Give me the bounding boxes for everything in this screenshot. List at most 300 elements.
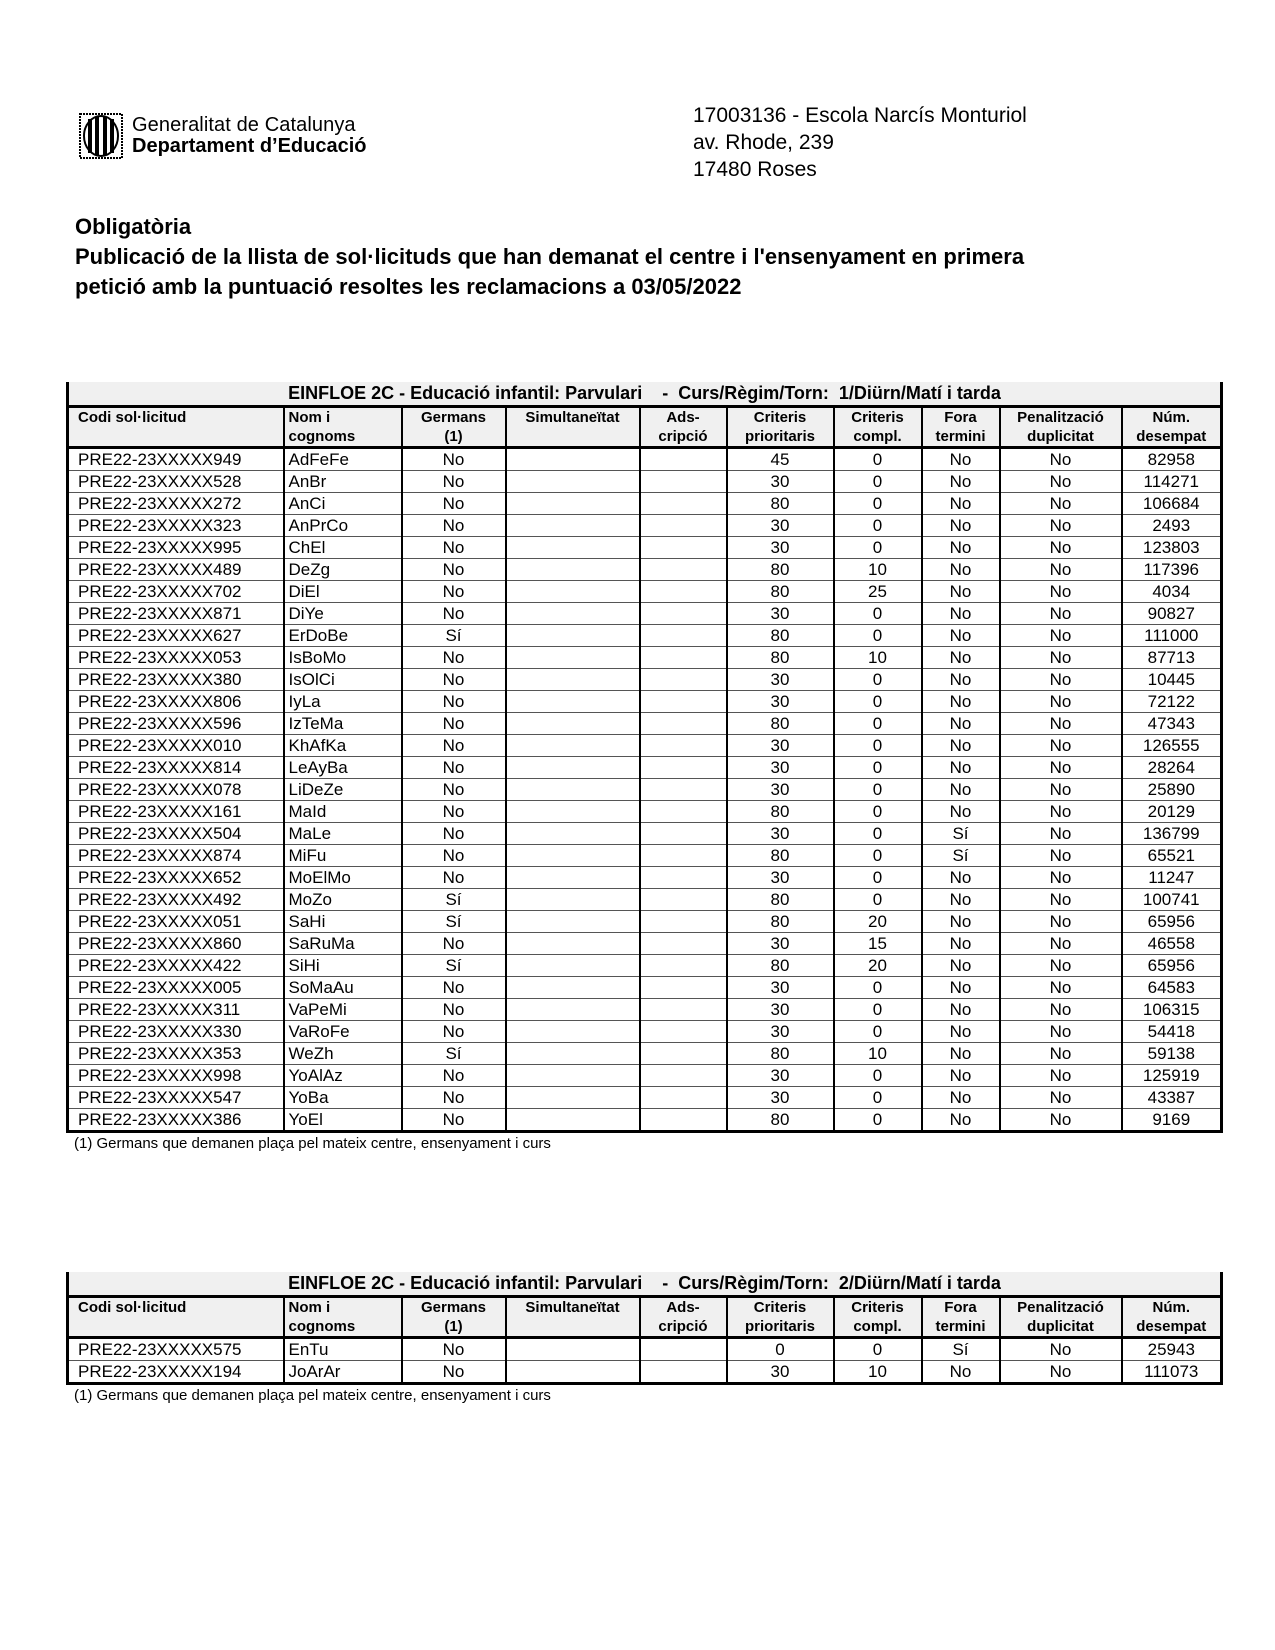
cell-codi-solicitud: PRE22-23XXXXX386 — [68, 1109, 284, 1132]
column-header-line1: Núm. — [1152, 409, 1191, 426]
cell-fora-termini: Sí — [922, 823, 1000, 845]
cell-nom-cognoms: MiFu — [284, 845, 402, 867]
column-header-penalitzacio-duplicitat — [1000, 1297, 1122, 1338]
table-row — [68, 493, 1222, 515]
cell-codi-solicitud: PRE22-23XXXXX492 — [68, 889, 284, 911]
table-row — [68, 581, 1222, 603]
cell-criteris-prioritaris: 80 — [727, 801, 834, 823]
cell-simultaneitat — [506, 889, 640, 911]
cell-nom-cognoms: IyLa — [284, 691, 402, 713]
cell-nom-cognoms: WeZh — [284, 1043, 402, 1065]
table-row — [68, 867, 1222, 889]
cell-penalitzacio-duplicitat: No — [1000, 493, 1122, 515]
cell-germans: No — [402, 448, 506, 471]
cell-num-desempat: 106684 — [1122, 493, 1222, 515]
cell-simultaneitat — [506, 801, 640, 823]
cell-germans: No — [402, 735, 506, 757]
cell-fora-termini: No — [922, 955, 1000, 977]
cell-penalitzacio-duplicitat: No — [1000, 955, 1122, 977]
cell-germans: No — [402, 1109, 506, 1132]
cell-criteris-prioritaris: 30 — [727, 933, 834, 955]
column-header-line1: Simultaneïtat — [525, 409, 620, 426]
cell-germans: No — [402, 823, 506, 845]
cell-simultaneitat — [506, 867, 640, 889]
cell-simultaneitat — [506, 669, 640, 691]
cell-adscripcio — [640, 537, 727, 559]
cell-penalitzacio-duplicitat: No — [1000, 669, 1122, 691]
column-header-line1: Criteris — [753, 409, 807, 426]
column-header-line2: (1) — [444, 1318, 463, 1335]
cell-fora-termini: No — [922, 911, 1000, 933]
cell-fora-termini: No — [922, 933, 1000, 955]
cell-criteris-compl: 0 — [834, 999, 922, 1021]
cell-penalitzacio-duplicitat: No — [1000, 581, 1122, 603]
column-header-line2: termini — [935, 1318, 986, 1335]
table-row — [68, 779, 1222, 801]
cell-num-desempat: 136799 — [1122, 823, 1222, 845]
table-row — [68, 801, 1222, 823]
cell-adscripcio — [640, 625, 727, 647]
column-header-line2: cognoms — [288, 1318, 356, 1335]
cell-germans: Sí — [402, 625, 506, 647]
column-header-line2: termini — [935, 428, 986, 445]
cell-penalitzacio-duplicitat: No — [1000, 1043, 1122, 1065]
cell-codi-solicitud: PRE22-23XXXXX161 — [68, 801, 284, 823]
cell-nom-cognoms: SoMaAu — [284, 977, 402, 999]
cell-criteris-compl: 0 — [834, 845, 922, 867]
column-header-line1: Criteris — [851, 1299, 904, 1316]
cell-penalitzacio-duplicitat: No — [1000, 845, 1122, 867]
cell-adscripcio — [640, 1338, 727, 1361]
cell-fora-termini: No — [922, 515, 1000, 537]
cell-num-desempat: 100741 — [1122, 889, 1222, 911]
cell-num-desempat: 125919 — [1122, 1065, 1222, 1087]
cell-criteris-prioritaris: 80 — [727, 1043, 834, 1065]
cell-germans: No — [402, 1361, 506, 1384]
cell-num-desempat: 123803 — [1122, 537, 1222, 559]
table-row — [68, 1087, 1222, 1109]
cell-simultaneitat — [506, 713, 640, 735]
column-header-fora-termini — [922, 1297, 1000, 1338]
table-row — [68, 471, 1222, 493]
cell-germans: No — [402, 493, 506, 515]
cell-codi-solicitud: PRE22-23XXXXX860 — [68, 933, 284, 955]
table-row — [68, 537, 1222, 559]
cell-penalitzacio-duplicitat: No — [1000, 625, 1122, 647]
table-row — [68, 691, 1222, 713]
cell-simultaneitat — [506, 1021, 640, 1043]
cell-adscripcio — [640, 779, 727, 801]
cell-num-desempat: 2493 — [1122, 515, 1222, 537]
table-row — [68, 823, 1222, 845]
cell-nom-cognoms: MaId — [284, 801, 402, 823]
cell-fora-termini: No — [922, 999, 1000, 1021]
cell-germans: No — [402, 471, 506, 493]
cell-num-desempat: 65956 — [1122, 955, 1222, 977]
cell-num-desempat: 82958 — [1122, 448, 1222, 471]
cell-adscripcio — [640, 1087, 727, 1109]
cell-simultaneitat — [506, 999, 640, 1021]
cell-codi-solicitud: PRE22-23XXXXX871 — [68, 603, 284, 625]
cell-penalitzacio-duplicitat: No — [1000, 867, 1122, 889]
cell-fora-termini: No — [922, 669, 1000, 691]
cell-adscripcio — [640, 713, 727, 735]
cell-codi-solicitud: PRE22-23XXXXX194 — [68, 1361, 284, 1384]
cell-criteris-compl: 0 — [834, 669, 922, 691]
cell-criteris-compl: 0 — [834, 1065, 922, 1087]
cell-num-desempat: 114271 — [1122, 471, 1222, 493]
cell-penalitzacio-duplicitat: No — [1000, 713, 1122, 735]
table-row — [68, 735, 1222, 757]
column-header-line2: (1) — [444, 428, 463, 445]
cell-criteris-compl: 10 — [834, 1043, 922, 1065]
cell-simultaneitat — [506, 757, 640, 779]
cell-nom-cognoms: IzTeMa — [284, 713, 402, 735]
cell-nom-cognoms: YoEl — [284, 1109, 402, 1132]
footnote-siblings: (1) Germans que demanen plaça pel mateix centre, ensenyament i curs — [74, 1387, 551, 1404]
cell-nom-cognoms: JoArAr — [284, 1361, 402, 1384]
school-street: av. Rhode, 239 — [693, 131, 834, 154]
group-title: EINFLOE 2C - Educació infantil: Parvulari - Curs/Règim/Torn: 2/Diürn/Matí i tarda — [68, 1272, 1222, 1297]
cell-fora-termini: No — [922, 559, 1000, 581]
column-header-line1: Ads- — [666, 1299, 700, 1316]
column-header-adscripcio — [640, 1297, 727, 1338]
table-row — [68, 1065, 1222, 1087]
cell-adscripcio — [640, 603, 727, 625]
cell-criteris-compl: 0 — [834, 1021, 922, 1043]
column-header-line1: Penalització — [1017, 409, 1104, 426]
cell-penalitzacio-duplicitat: No — [1000, 1361, 1122, 1384]
cell-penalitzacio-duplicitat: No — [1000, 691, 1122, 713]
cell-adscripcio — [640, 1361, 727, 1384]
cell-germans: Sí — [402, 955, 506, 977]
column-header-nom-cognoms — [284, 407, 402, 448]
cell-criteris-compl: 10 — [834, 1361, 922, 1384]
cell-codi-solicitud: PRE22-23XXXXX330 — [68, 1021, 284, 1043]
cell-simultaneitat — [506, 823, 640, 845]
cell-germans: No — [402, 999, 506, 1021]
cell-nom-cognoms: MaLe — [284, 823, 402, 845]
table-row — [68, 757, 1222, 779]
column-header-line1: Simultaneïtat — [525, 1299, 620, 1316]
column-header-nom-cognoms — [284, 1297, 402, 1338]
footnote-siblings: (1) Germans que demanen plaça pel mateix centre, ensenyament i curs — [74, 1135, 551, 1152]
cell-criteris-compl: 0 — [834, 779, 922, 801]
cell-num-desempat: 54418 — [1122, 1021, 1222, 1043]
column-header-line2: compl. — [853, 428, 902, 445]
cell-penalitzacio-duplicitat: No — [1000, 757, 1122, 779]
cell-penalitzacio-duplicitat: No — [1000, 1021, 1122, 1043]
cell-penalitzacio-duplicitat: No — [1000, 999, 1122, 1021]
cell-simultaneitat — [506, 647, 640, 669]
cell-nom-cognoms: YoBa — [284, 1087, 402, 1109]
cell-num-desempat: 11247 — [1122, 867, 1222, 889]
title-line-1: Publicació de la llista de sol·licituds que han demanat el centre i l'ensenyament en primera — [75, 244, 1025, 269]
table-row — [68, 933, 1222, 955]
cell-adscripcio — [640, 933, 727, 955]
cell-simultaneitat — [506, 603, 640, 625]
cell-criteris-compl: 0 — [834, 625, 922, 647]
cell-codi-solicitud: PRE22-23XXXXX010 — [68, 735, 284, 757]
cell-germans: Sí — [402, 889, 506, 911]
cell-simultaneitat — [506, 977, 640, 999]
cell-criteris-compl: 0 — [834, 691, 922, 713]
cell-adscripcio — [640, 999, 727, 1021]
cell-adscripcio — [640, 977, 727, 999]
cell-adscripcio — [640, 955, 727, 977]
column-header-line1: Codi sol·licitud — [78, 409, 187, 426]
cell-nom-cognoms: AnPrCo — [284, 515, 402, 537]
cell-fora-termini: No — [922, 448, 1000, 471]
cell-fora-termini: No — [922, 691, 1000, 713]
cell-criteris-compl: 0 — [834, 603, 922, 625]
cell-penalitzacio-duplicitat: No — [1000, 1087, 1122, 1109]
cell-adscripcio — [640, 647, 727, 669]
table-row — [68, 1021, 1222, 1043]
catalan-shield-icon — [79, 113, 123, 159]
cell-nom-cognoms: IsBoMo — [284, 647, 402, 669]
cell-penalitzacio-duplicitat: No — [1000, 603, 1122, 625]
column-header-line1: Criteris — [753, 1299, 807, 1316]
cell-penalitzacio-duplicitat: No — [1000, 735, 1122, 757]
cell-criteris-compl: 0 — [834, 889, 922, 911]
applications-table-course-2 — [66, 1272, 1223, 1385]
cell-criteris-prioritaris: 30 — [727, 1361, 834, 1384]
column-header-line2: cripció — [658, 1318, 708, 1335]
column-header-line2: duplicitat — [1027, 1318, 1094, 1335]
cell-simultaneitat — [506, 955, 640, 977]
cell-fora-termini: Sí — [922, 845, 1000, 867]
cell-fora-termini: No — [922, 801, 1000, 823]
column-header-codi-solicitud — [68, 1297, 284, 1338]
cell-germans: No — [402, 1338, 506, 1361]
column-header-line2: compl. — [853, 1318, 902, 1335]
cell-criteris-compl: 0 — [834, 448, 922, 471]
cell-num-desempat: 90827 — [1122, 603, 1222, 625]
cell-criteris-prioritaris: 30 — [727, 779, 834, 801]
cell-germans: No — [402, 1065, 506, 1087]
column-header-line2: desempat — [1136, 1318, 1207, 1335]
cell-adscripcio — [640, 757, 727, 779]
cell-criteris-prioritaris: 30 — [727, 691, 834, 713]
column-header-germans — [402, 1297, 506, 1338]
cell-fora-termini: Sí — [922, 1338, 1000, 1361]
cell-fora-termini: No — [922, 471, 1000, 493]
cell-fora-termini: No — [922, 713, 1000, 735]
cell-adscripcio — [640, 669, 727, 691]
cell-criteris-compl: 0 — [834, 471, 922, 493]
cell-criteris-compl: 0 — [834, 493, 922, 515]
cell-adscripcio — [640, 735, 727, 757]
table-row — [68, 603, 1222, 625]
cell-nom-cognoms: YoAlAz — [284, 1065, 402, 1087]
cell-penalitzacio-duplicitat: No — [1000, 889, 1122, 911]
cell-adscripcio — [640, 1021, 727, 1043]
cell-codi-solicitud: PRE22-23XXXXX078 — [68, 779, 284, 801]
cell-num-desempat: 126555 — [1122, 735, 1222, 757]
cell-num-desempat: 47343 — [1122, 713, 1222, 735]
cell-criteris-prioritaris: 30 — [727, 1087, 834, 1109]
cell-criteris-compl: 0 — [834, 515, 922, 537]
cell-germans: No — [402, 669, 506, 691]
cell-criteris-compl: 20 — [834, 955, 922, 977]
cell-codi-solicitud: PRE22-23XXXXX998 — [68, 1065, 284, 1087]
column-header-line2: cognoms — [288, 428, 356, 445]
cell-criteris-prioritaris: 30 — [727, 1021, 834, 1043]
cell-criteris-compl: 0 — [834, 537, 922, 559]
cell-nom-cognoms: MoZo — [284, 889, 402, 911]
cell-simultaneitat — [506, 845, 640, 867]
cell-codi-solicitud: PRE22-23XXXXX575 — [68, 1338, 284, 1361]
cell-adscripcio — [640, 1065, 727, 1087]
cell-germans: No — [402, 867, 506, 889]
cell-num-desempat: 111000 — [1122, 625, 1222, 647]
cell-criteris-prioritaris: 30 — [727, 999, 834, 1021]
cell-fora-termini: No — [922, 757, 1000, 779]
cell-fora-termini: No — [922, 889, 1000, 911]
cell-adscripcio — [640, 691, 727, 713]
cell-nom-cognoms: AnBr — [284, 471, 402, 493]
cell-nom-cognoms: ChEl — [284, 537, 402, 559]
cell-fora-termini: No — [922, 1109, 1000, 1132]
cell-fora-termini: No — [922, 1043, 1000, 1065]
cell-germans: No — [402, 559, 506, 581]
cell-fora-termini: No — [922, 735, 1000, 757]
column-header-criteris-prioritaris — [727, 1297, 834, 1338]
cell-adscripcio — [640, 823, 727, 845]
cell-num-desempat: 25890 — [1122, 779, 1222, 801]
column-header-num-desempat — [1122, 1297, 1222, 1338]
cell-nom-cognoms: LeAyBa — [284, 757, 402, 779]
cell-criteris-prioritaris: 80 — [727, 581, 834, 603]
cell-num-desempat: 59138 — [1122, 1043, 1222, 1065]
cell-criteris-compl: 0 — [834, 977, 922, 999]
cell-criteris-prioritaris: 80 — [727, 955, 834, 977]
cell-codi-solicitud: PRE22-23XXXXX528 — [68, 471, 284, 493]
cell-nom-cognoms: MoElMo — [284, 867, 402, 889]
cell-num-desempat: 25943 — [1122, 1338, 1222, 1361]
cell-simultaneitat — [506, 933, 640, 955]
group-title: EINFLOE 2C - Educació infantil: Parvulari - Curs/Règim/Torn: 1/Diürn/Matí i tarda — [68, 382, 1222, 407]
cell-penalitzacio-duplicitat: No — [1000, 779, 1122, 801]
cell-codi-solicitud: PRE22-23XXXXX874 — [68, 845, 284, 867]
applications-table-course-1 — [66, 382, 1223, 1133]
cell-adscripcio — [640, 471, 727, 493]
cell-germans: No — [402, 845, 506, 867]
cell-nom-cognoms: AdFeFe — [284, 448, 402, 471]
cell-adscripcio — [640, 515, 727, 537]
cell-simultaneitat — [506, 735, 640, 757]
cell-penalitzacio-duplicitat: No — [1000, 559, 1122, 581]
cell-criteris-prioritaris: 80 — [727, 911, 834, 933]
column-header-fora-termini — [922, 407, 1000, 448]
cell-simultaneitat — [506, 779, 640, 801]
cell-fora-termini: No — [922, 1361, 1000, 1384]
cell-adscripcio — [640, 867, 727, 889]
cell-adscripcio — [640, 845, 727, 867]
department-logo — [79, 113, 367, 159]
table-row — [68, 845, 1222, 867]
cell-criteris-compl: 0 — [834, 735, 922, 757]
cell-criteris-prioritaris: 80 — [727, 845, 834, 867]
cell-fora-termini: No — [922, 537, 1000, 559]
cell-criteris-prioritaris: 80 — [727, 713, 834, 735]
cell-germans: No — [402, 1021, 506, 1043]
cell-criteris-prioritaris: 80 — [727, 493, 834, 515]
column-header-simultaneitat — [506, 1297, 640, 1338]
cell-codi-solicitud: PRE22-23XXXXX053 — [68, 647, 284, 669]
cell-nom-cognoms: AnCi — [284, 493, 402, 515]
cell-nom-cognoms: EnTu — [284, 1338, 402, 1361]
cell-simultaneitat — [506, 515, 640, 537]
cell-nom-cognoms: SaHi — [284, 911, 402, 933]
cell-fora-termini: No — [922, 647, 1000, 669]
column-header-line1: Fora — [944, 409, 977, 426]
table-row — [68, 647, 1222, 669]
column-header-line2: desempat — [1136, 428, 1207, 445]
cell-num-desempat: 46558 — [1122, 933, 1222, 955]
cell-codi-solicitud: PRE22-23XXXXX005 — [68, 977, 284, 999]
cell-fora-termini: No — [922, 581, 1000, 603]
cell-codi-solicitud: PRE22-23XXXXX547 — [68, 1087, 284, 1109]
cell-criteris-compl: 15 — [834, 933, 922, 955]
cell-codi-solicitud: PRE22-23XXXXX949 — [68, 448, 284, 471]
cell-criteris-prioritaris: 30 — [727, 823, 834, 845]
cell-nom-cognoms: DiYe — [284, 603, 402, 625]
cell-germans: No — [402, 647, 506, 669]
cell-criteris-prioritaris: 45 — [727, 448, 834, 471]
table-row — [68, 999, 1222, 1021]
cell-codi-solicitud: PRE22-23XXXXX380 — [68, 669, 284, 691]
table-row — [68, 1109, 1222, 1132]
cell-criteris-compl: 0 — [834, 1109, 922, 1132]
cell-nom-cognoms: VaPeMi — [284, 999, 402, 1021]
cell-simultaneitat — [506, 625, 640, 647]
cell-germans: No — [402, 713, 506, 735]
cell-simultaneitat — [506, 911, 640, 933]
cell-simultaneitat — [506, 1361, 640, 1384]
cell-germans: No — [402, 581, 506, 603]
cell-simultaneitat — [506, 559, 640, 581]
cell-simultaneitat — [506, 493, 640, 515]
cell-num-desempat: 72122 — [1122, 691, 1222, 713]
cell-criteris-prioritaris: 30 — [727, 603, 834, 625]
school-city: 17480 Roses — [693, 158, 817, 181]
cell-adscripcio — [640, 448, 727, 471]
cell-codi-solicitud: PRE22-23XXXXX051 — [68, 911, 284, 933]
cell-germans: No — [402, 1087, 506, 1109]
logo-generalitat-text: Generalitat de Catalunya — [132, 114, 356, 136]
cell-germans: Sí — [402, 911, 506, 933]
table-row — [68, 669, 1222, 691]
cell-germans: No — [402, 779, 506, 801]
cell-codi-solicitud: PRE22-23XXXXX652 — [68, 867, 284, 889]
column-header-line2: prioritaris — [744, 428, 816, 445]
cell-fora-termini: No — [922, 867, 1000, 889]
cell-simultaneitat — [506, 1043, 640, 1065]
table-row — [68, 889, 1222, 911]
cell-fora-termini: No — [922, 625, 1000, 647]
cell-criteris-compl: 0 — [834, 867, 922, 889]
cell-criteris-compl: 0 — [834, 1087, 922, 1109]
cell-codi-solicitud: PRE22-23XXXXX627 — [68, 625, 284, 647]
cell-criteris-prioritaris: 80 — [727, 1109, 834, 1132]
cell-criteris-compl: 20 — [834, 911, 922, 933]
cell-adscripcio — [640, 801, 727, 823]
table-row — [68, 955, 1222, 977]
cell-codi-solicitud: PRE22-23XXXXX311 — [68, 999, 284, 1021]
cell-num-desempat: 20129 — [1122, 801, 1222, 823]
